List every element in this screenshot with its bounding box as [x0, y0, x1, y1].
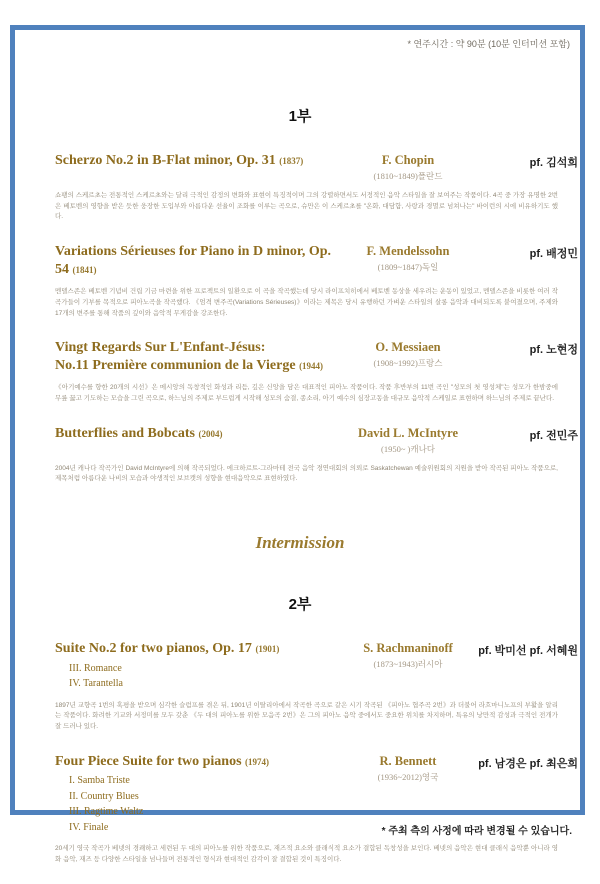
performer-name: pf. 전민주 — [529, 429, 578, 442]
movement-item: I. Samba Triste — [69, 775, 130, 787]
composer-block — [348, 425, 468, 455]
composer-dates: (1908~1992)프랑스 — [373, 358, 443, 369]
performer-name: pf. 배정민 — [529, 248, 578, 261]
composer-dates: (1936~2012)영국 — [377, 771, 439, 782]
piece-title-text: Four Piece Suite for two pianos — [55, 753, 242, 769]
piece-year: (2004) — [198, 428, 223, 439]
movement-item: II. Country Blues — [69, 790, 139, 802]
piece-title-text: No.11 Première communion de la Vierge — [55, 357, 296, 373]
composer-name: David L. McIntyre — [357, 425, 459, 440]
piece-title-block — [55, 425, 348, 443]
piece-description: 2004년 캐나다 작곡가인 David McIntyre에 의해 작곡되었다. 에크하르트-그라마테 전국 음악 경연대회의 의뢰로 Saskatchewan 예술위원회의 지원을 받아 작곡된 피아노 작품으로, 제목처럼 아름다운 나비의 모습과 야생적인 보브캣의 성향을 현대음악으로 표현하였다. — [55, 464, 558, 483]
composer-name: F. Mendelssohn — [366, 244, 450, 259]
composer-name: R. Bennett — [379, 753, 437, 768]
piece-year: (1901) — [255, 644, 280, 655]
piece-title — [55, 243, 348, 278]
piece-rachmaninoff-suite — [55, 640, 578, 733]
composer-block — [348, 243, 468, 273]
piece-year: (1944) — [299, 360, 324, 371]
piece-description: 20세기 영국 작곡가 베넷의 경쾌하고 세련된 두 대의 피아노를 위한 작품으로, 재즈적 요소와 클래식적 요소가 결합된 독창성을 보인다. 베넷의 음악은 현대 클래식 음악뿐 아니라 영화 음악, 재즈 등 다양한 스타일을 넘나들며 전통적인 형식과 현대적인 감각이 잘 결합된 것이 특징이다. — [55, 845, 558, 864]
piece-title — [55, 753, 348, 771]
piece-title-text: Butterflies and Bobcats — [55, 425, 195, 441]
part-2-heading: 2부 — [288, 596, 312, 614]
composer-name: S. Rachmaninoff — [363, 641, 453, 656]
piece-title-line1: Vingt Regards Sur L'Enfant-Jésus: — [55, 340, 266, 356]
piece-title-text: Variations Sérieuses for Piano in D minor, Op. 54 — [55, 244, 332, 277]
composer-dates: (1810~1849)폴란드 — [373, 171, 443, 181]
piece-title-block — [55, 243, 348, 278]
intermission-label: Intermission — [255, 533, 345, 553]
piece-year: (1974) — [245, 756, 270, 767]
composer-block — [348, 152, 468, 182]
duration-note: * 연주시간 : 약 90분 (10분 인터미션 포함) — [407, 39, 570, 49]
piece-title-line2 — [55, 357, 348, 375]
movement-list — [55, 661, 348, 692]
composer-name: F. Chopin — [381, 153, 435, 167]
movement-item: IV. Finale — [69, 821, 109, 833]
piece-messiaen-vingt-regards — [55, 339, 578, 404]
piece-year: (1837) — [279, 156, 304, 166]
piece-title — [55, 152, 348, 170]
piece-title-block — [55, 339, 348, 374]
piece-description: 1897년 교향곡 1번의 혹평을 받으며 심각한 슬럼프를 겪은 뒤, 1901년 이탈리아에서 작곡한 곡으로 같은 시기 작곡된 《피아노 협주곡 2번》과 더불어 라흐마니노프의 부활을 알리는 작품이다. 화려한 기교와 서정미를 모두 갖춘 《두 대의 피아노를 위한 모음곡 2번》은 그의 피아노 음악 중에서도 중요한 위치를 차지하며, 특유의 낭만적 감성과 극적인 전개가 잘 드러나 있다. — [55, 701, 558, 731]
movement-list — [55, 773, 348, 835]
disclaimer-note: * 주최 측의 사정에 따라 변경될 수 있습니다. — [381, 826, 572, 837]
composer-name: O. Messiaen — [375, 340, 441, 355]
piece-chopin-scherzo — [55, 152, 578, 223]
performer-name: pf. 박미선 pf. 서혜원 — [478, 645, 578, 658]
movement-item: IV. Tarantella — [69, 678, 123, 690]
movement-item: III. Romance — [69, 662, 122, 674]
composer-block — [348, 753, 468, 783]
composer-dates: (1809~1847)독일 — [377, 262, 439, 273]
piece-description: 《아기예수를 향한 20개의 시선》은 메시앙의 독창적인 화성과 리듬, 깊은 신앙을 담은 대표적인 피아노 작품이다. 작품 후반부의 11번 곡인 "성모의 첫 영성체"는 성모가 한밤중에 무릎 꿇고 기도하는 모습을 그린 곡으로, 하느님의 주제로 부드럽게 시작해 성모의 숨결, 종소리, 아기 예수의 심장고동을 대규모 음악적 스케일로 표현하며 하느님의 주제로 끝난다. — [55, 384, 558, 403]
piece-title — [55, 339, 348, 374]
piece-title-block — [55, 152, 348, 170]
piece-title — [55, 640, 348, 658]
composer-dates: (1950~ )캐나다 — [380, 443, 436, 454]
composer-block — [348, 339, 468, 369]
piece-description: 쇼팽의 스케르초는 전통적인 스케르초와는 달리 극적인 감정의 변화와 표현이 특징적이며 그의 강렬하면서도 서정적인 음악 스타일을 잘 보여주는 작품이다. 4곡 중 가장 유명한 2번은 베토벤의 영향을 받은 듯한 웅장한 도입부와 아름다운 선율이 조화를 이루는 곡으로, 슈만은 이 스케르초를 "온화, 대담함, 사랑과 경멸로 넘쳐나는" 바이런의 시에 비유하기도 했다. — [55, 192, 558, 221]
performer-name: pf. 남경은 pf. 최은희 — [478, 757, 578, 770]
piece-description: 멘델스존은 베토벤 기념비 건립 기금 마련을 위한 프로젝트의 일환으로 이 곡을 작곡했는데 당시 라이프치히에서 베토벤 동상을 세우려는 운동이 있었고, 멘델스존을 비롯한 여러 작곡가들이 기부를 목적으로 피아노곡을 작곡했다. 《엄격 변주곡(Variations Sérieuses)》이라는 제목은 당시 유행하던 가벼운 스타일의 살롱 음악과 대비되도록 붙여졌으며, 주제와 17개의 변주를 통해 작품의 깊이와 음악적 무게감을 강조한다. — [55, 288, 558, 317]
part-1-heading: 1부 — [288, 108, 312, 125]
composer-dates: (1873~1943)러시아 — [373, 659, 443, 670]
piece-title-block — [55, 640, 348, 692]
piece-mcintyre-butterflies — [55, 425, 578, 485]
performer-name: pf. 노현정 — [529, 344, 578, 357]
performer-name: pf. 김석희 — [529, 157, 578, 169]
piece-mendelssohn-variations — [55, 243, 578, 319]
composer-block — [348, 640, 468, 670]
piece-title-text: Scherzo No.2 in B-Flat minor, Op. 31 — [55, 153, 276, 168]
movement-item: III. Ragtime Waltz — [69, 806, 144, 818]
piece-title — [55, 425, 348, 443]
piece-year: (1841) — [72, 264, 97, 275]
piece-bennett-four-piece-suite — [55, 753, 578, 866]
piece-title-block — [55, 753, 348, 836]
piece-title-text: Suite No.2 for two pianos, Op. 17 — [55, 641, 252, 657]
